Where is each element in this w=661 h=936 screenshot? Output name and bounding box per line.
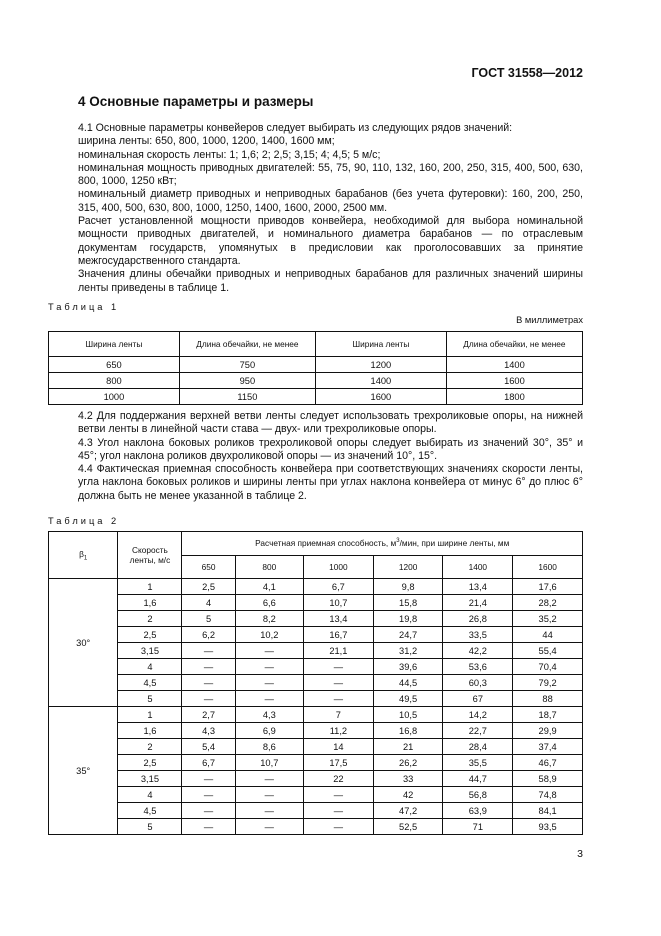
table-cell: 6,7 bbox=[182, 755, 235, 771]
table2-width-header: 1200 bbox=[373, 555, 443, 579]
paragraphs-mid bbox=[78, 410, 583, 503]
table-cell: 1200 bbox=[315, 357, 446, 373]
table-row bbox=[49, 659, 583, 675]
table-cell: 42,2 bbox=[443, 643, 513, 659]
table-row bbox=[49, 675, 583, 691]
table2-width-header: 650 bbox=[182, 555, 235, 579]
table-cell: — bbox=[235, 691, 303, 707]
table-cell: 7 bbox=[304, 707, 374, 723]
beta-subscript: 1 bbox=[83, 555, 88, 562]
paragraph-table1-ref: Значения длины обечайки приводных и неприводных барабанов для различных значений ширины ленты приведены в таблице 1. bbox=[78, 268, 583, 294]
table-row bbox=[49, 389, 583, 405]
paragraph-4-2: 4.2 Для поддержания верхней ветви ленты следует использовать трехроликовые опоры, на нижней ветви ленты в линейной части става — двух- или трехроликовые опоры. bbox=[78, 410, 583, 436]
table-cell: 650 bbox=[49, 357, 180, 373]
table-cell: 9,8 bbox=[373, 579, 443, 595]
table2-speed-cell: 1,6 bbox=[118, 723, 182, 739]
table-cell: 55,4 bbox=[513, 643, 583, 659]
table2-speed-cell: 5 bbox=[118, 691, 182, 707]
paragraphs-top bbox=[78, 122, 583, 295]
table-cell: — bbox=[182, 819, 235, 835]
table-cell: 53,6 bbox=[443, 659, 513, 675]
table-row bbox=[49, 723, 583, 739]
table-cell: — bbox=[182, 659, 235, 675]
table-cell: — bbox=[235, 771, 303, 787]
table-cell: 1400 bbox=[315, 373, 446, 389]
table-cell: 44 bbox=[513, 627, 583, 643]
table-cell: 6,2 bbox=[182, 627, 235, 643]
table-cell: 10,5 bbox=[373, 707, 443, 723]
capacity-label: Расчетная приемная способность, м bbox=[255, 538, 397, 549]
table-2 bbox=[48, 531, 583, 835]
table-cell: — bbox=[182, 771, 235, 787]
table2-speed-cell: 2,5 bbox=[118, 755, 182, 771]
table-cell: 84,1 bbox=[513, 803, 583, 819]
table-cell: 46,7 bbox=[513, 755, 583, 771]
table-cell: 29,9 bbox=[513, 723, 583, 739]
table2-angle-cell: 30° bbox=[49, 579, 118, 707]
table-cell: 26,2 bbox=[373, 755, 443, 771]
table2-width-header: 1000 bbox=[304, 555, 374, 579]
table-row bbox=[49, 739, 583, 755]
table-cell: 44,5 bbox=[373, 675, 443, 691]
paragraph-4-4: 4.4 Фактическая приемная способность конвейера при соответствующих значениях скорости ленты, угла наклона боковых роликов и ширины ленты при углах наклона конвейера от минус 6° до плюс 6° должна быть не менее указанной в таблице 2. bbox=[78, 463, 583, 502]
paragraph-drum-diameter: номинальный диаметр приводных и неприводных барабанов (без учета футеровки): 160, 200, 250, 315, 400, 500, 630, 800, 1000, 1250, 1400, 1600, 2000, 2500 мм. bbox=[78, 188, 583, 214]
table-cell: 67 bbox=[443, 691, 513, 707]
table-cell: — bbox=[235, 803, 303, 819]
table-cell: 18,7 bbox=[513, 707, 583, 723]
table-cell: — bbox=[304, 787, 374, 803]
table2-header-capacity bbox=[182, 532, 583, 556]
table-row bbox=[49, 803, 583, 819]
table-cell: 10,2 bbox=[235, 627, 303, 643]
table-cell: 21,4 bbox=[443, 595, 513, 611]
table-cell: — bbox=[182, 803, 235, 819]
table-cell: 6,6 bbox=[235, 595, 303, 611]
paragraph-motor-power: номинальная мощность приводных двигателей: 55, 75, 90, 110, 132, 160, 200, 250, 315, 400, 500, 630, 800, 1000, 1250 кВт; bbox=[78, 161, 583, 188]
table-cell: 8,2 bbox=[235, 611, 303, 627]
table-cell: 750 bbox=[179, 357, 315, 373]
table-cell: — bbox=[304, 803, 374, 819]
table2-angle-cell: 35° bbox=[49, 707, 118, 835]
table1-header-cell: Длина обечайки, не менее bbox=[446, 332, 582, 357]
table-cell: 70,4 bbox=[513, 659, 583, 675]
table-cell: 44,7 bbox=[443, 771, 513, 787]
table-cell: 4 bbox=[182, 595, 235, 611]
table1-header-cell: Ширина ленты bbox=[315, 332, 446, 357]
section-title: 4 Основные параметры и размеры bbox=[78, 94, 314, 109]
table-cell: — bbox=[304, 659, 374, 675]
table-cell: 15,8 bbox=[373, 595, 443, 611]
table2-speed-cell: 3,15 bbox=[118, 643, 182, 659]
table2-speed-cell: 4 bbox=[118, 787, 182, 803]
table-cell: 63,9 bbox=[443, 803, 513, 819]
table-cell: 16,8 bbox=[373, 723, 443, 739]
table2-speed-cell: 3,15 bbox=[118, 771, 182, 787]
table-row bbox=[49, 643, 583, 659]
table1-header-cell: Ширина ленты bbox=[49, 332, 180, 357]
table-cell: 71 bbox=[443, 819, 513, 835]
table2-speed-cell: 1 bbox=[118, 579, 182, 595]
table-cell: — bbox=[235, 787, 303, 803]
page-number: 3 bbox=[577, 848, 583, 860]
table-cell: — bbox=[304, 691, 374, 707]
beta-symbol: β bbox=[79, 548, 84, 559]
table-cell: — bbox=[235, 819, 303, 835]
table-cell: 22,7 bbox=[443, 723, 513, 739]
table-cell: — bbox=[304, 819, 374, 835]
table-cell: — bbox=[235, 643, 303, 659]
table-cell: 4,3 bbox=[235, 707, 303, 723]
table-cell: 2,5 bbox=[182, 579, 235, 595]
table-cell: 14,2 bbox=[443, 707, 513, 723]
table-cell: 6,7 bbox=[304, 579, 374, 595]
table-cell: 1150 bbox=[179, 389, 315, 405]
table-cell: 1000 bbox=[49, 389, 180, 405]
table-cell: 10,7 bbox=[235, 755, 303, 771]
table-cell: — bbox=[235, 659, 303, 675]
table-cell: — bbox=[304, 675, 374, 691]
paragraph-power-calculation: Расчет установленной мощности приводов конвейера, необходимой для выбора номинальной мощности приводных двигателей, и номинального диаметра барабанов — по отраслевым документам государств, упомянутых в предисловии как проголосовавших за принятие межгосударственного стандарта. bbox=[78, 215, 583, 267]
table-cell: 42 bbox=[373, 787, 443, 803]
table-row bbox=[49, 819, 583, 835]
table1-header-row bbox=[49, 332, 583, 357]
table-cell: 4,3 bbox=[182, 723, 235, 739]
table-cell: 28,4 bbox=[443, 739, 513, 755]
table-cell: — bbox=[182, 643, 235, 659]
table-cell: 14 bbox=[304, 739, 374, 755]
table1-caption: Таблица 1 bbox=[48, 302, 120, 312]
table-cell: 6,9 bbox=[235, 723, 303, 739]
table-cell: 800 bbox=[49, 373, 180, 389]
table2-speed-cell: 2 bbox=[118, 739, 182, 755]
table-1 bbox=[48, 331, 583, 405]
table2-width-header: 1400 bbox=[443, 555, 513, 579]
table-cell: — bbox=[182, 691, 235, 707]
table2-speed-cell: 1 bbox=[118, 707, 182, 723]
table-cell: 56,8 bbox=[443, 787, 513, 803]
table-cell: 17,5 bbox=[304, 755, 374, 771]
table2-header-row bbox=[49, 532, 583, 556]
table2-header-beta bbox=[49, 532, 118, 579]
table1-header-cell: Длина обечайки, не менее bbox=[179, 332, 315, 357]
table-row bbox=[49, 579, 583, 595]
document-id: ГОСТ 31558—2012 bbox=[471, 66, 583, 80]
table-cell: 35,5 bbox=[443, 755, 513, 771]
table-cell: 26,8 bbox=[443, 611, 513, 627]
table-cell: 13,4 bbox=[304, 611, 374, 627]
table2-speed-cell: 1,6 bbox=[118, 595, 182, 611]
table-cell: 1600 bbox=[446, 373, 582, 389]
table-row bbox=[49, 755, 583, 771]
table-cell: 5,4 bbox=[182, 739, 235, 755]
table-cell: 31,2 bbox=[373, 643, 443, 659]
table-cell: 1600 bbox=[315, 389, 446, 405]
table-cell: 1800 bbox=[446, 389, 582, 405]
table2-speed-cell: 5 bbox=[118, 819, 182, 835]
table-cell: 24,7 bbox=[373, 627, 443, 643]
table-cell: 8,6 bbox=[235, 739, 303, 755]
capacity-unit-superscript: 3 bbox=[396, 538, 400, 545]
table-row bbox=[49, 611, 583, 627]
table-cell: 5 bbox=[182, 611, 235, 627]
table2-speed-cell: 2,5 bbox=[118, 627, 182, 643]
table-cell: 49,5 bbox=[373, 691, 443, 707]
table-cell: — bbox=[235, 675, 303, 691]
table-cell: 74,8 bbox=[513, 787, 583, 803]
table-cell: 13,4 bbox=[443, 579, 513, 595]
table-cell: 33,5 bbox=[443, 627, 513, 643]
table-cell: 950 bbox=[179, 373, 315, 389]
table-cell: 47,2 bbox=[373, 803, 443, 819]
table-cell: 19,8 bbox=[373, 611, 443, 627]
table-cell: 21,1 bbox=[304, 643, 374, 659]
table-cell: — bbox=[182, 675, 235, 691]
table-row bbox=[49, 691, 583, 707]
table2-width-header: 1600 bbox=[513, 555, 583, 579]
table-row bbox=[49, 707, 583, 723]
table-cell: 93,5 bbox=[513, 819, 583, 835]
table-cell: 22 bbox=[304, 771, 374, 787]
table-cell: 4,1 bbox=[235, 579, 303, 595]
table-cell: — bbox=[182, 787, 235, 803]
table-cell: 52,5 bbox=[373, 819, 443, 835]
table-cell: 60,3 bbox=[443, 675, 513, 691]
table-cell: 16,7 bbox=[304, 627, 374, 643]
paragraph-belt-speed: номинальная скорость ленты: 1; 1,6; 2; 2,5; 3,15; 4; 4,5; 5 м/с; bbox=[78, 148, 381, 161]
table2-caption: Таблица 2 bbox=[48, 516, 120, 526]
table-cell: 88 bbox=[513, 691, 583, 707]
table-cell: 17,6 bbox=[513, 579, 583, 595]
table-row bbox=[49, 373, 583, 389]
table-cell: 21 bbox=[373, 739, 443, 755]
table1-units: В миллиметрах bbox=[516, 315, 583, 325]
table-cell: 2,7 bbox=[182, 707, 235, 723]
paragraph-4-3: 4.3 Угол наклона боковых роликов трехроликовой опоры следует выбирать из значений 30°, 35° и 45°; угол наклона роликов двухроликовой опоры — из значений 10°, 15°. bbox=[78, 436, 583, 462]
capacity-label-suffix: /мин, при ширине ленты, мм bbox=[399, 538, 510, 549]
table-cell: 37,4 bbox=[513, 739, 583, 755]
paragraph-belt-width: ширина ленты: 650, 800, 1000, 1200, 1400, 1600 мм; bbox=[78, 135, 335, 148]
table-cell: 35,2 bbox=[513, 611, 583, 627]
table2-speed-cell: 4,5 bbox=[118, 803, 182, 819]
table-cell: 11,2 bbox=[304, 723, 374, 739]
table-cell: 58,9 bbox=[513, 771, 583, 787]
table-cell: 28,2 bbox=[513, 595, 583, 611]
table2-width-header: 800 bbox=[235, 555, 303, 579]
table-cell: 10,7 bbox=[304, 595, 374, 611]
table-cell: 33 bbox=[373, 771, 443, 787]
table2-header-speed: Скорость ленты, м/с bbox=[118, 532, 182, 579]
table-row bbox=[49, 357, 583, 373]
table-cell: 1400 bbox=[446, 357, 582, 373]
table-row bbox=[49, 627, 583, 643]
table-row bbox=[49, 787, 583, 803]
table-cell: 39,6 bbox=[373, 659, 443, 675]
table2-speed-cell: 4,5 bbox=[118, 675, 182, 691]
table-row bbox=[49, 595, 583, 611]
paragraph-4-1: 4.1 Основные параметры конвейеров следует выбирать из следующих рядов значений: bbox=[78, 122, 513, 134]
table2-speed-cell: 2 bbox=[118, 611, 182, 627]
table-cell: 79,2 bbox=[513, 675, 583, 691]
table2-speed-cell: 4 bbox=[118, 659, 182, 675]
table-row bbox=[49, 771, 583, 787]
